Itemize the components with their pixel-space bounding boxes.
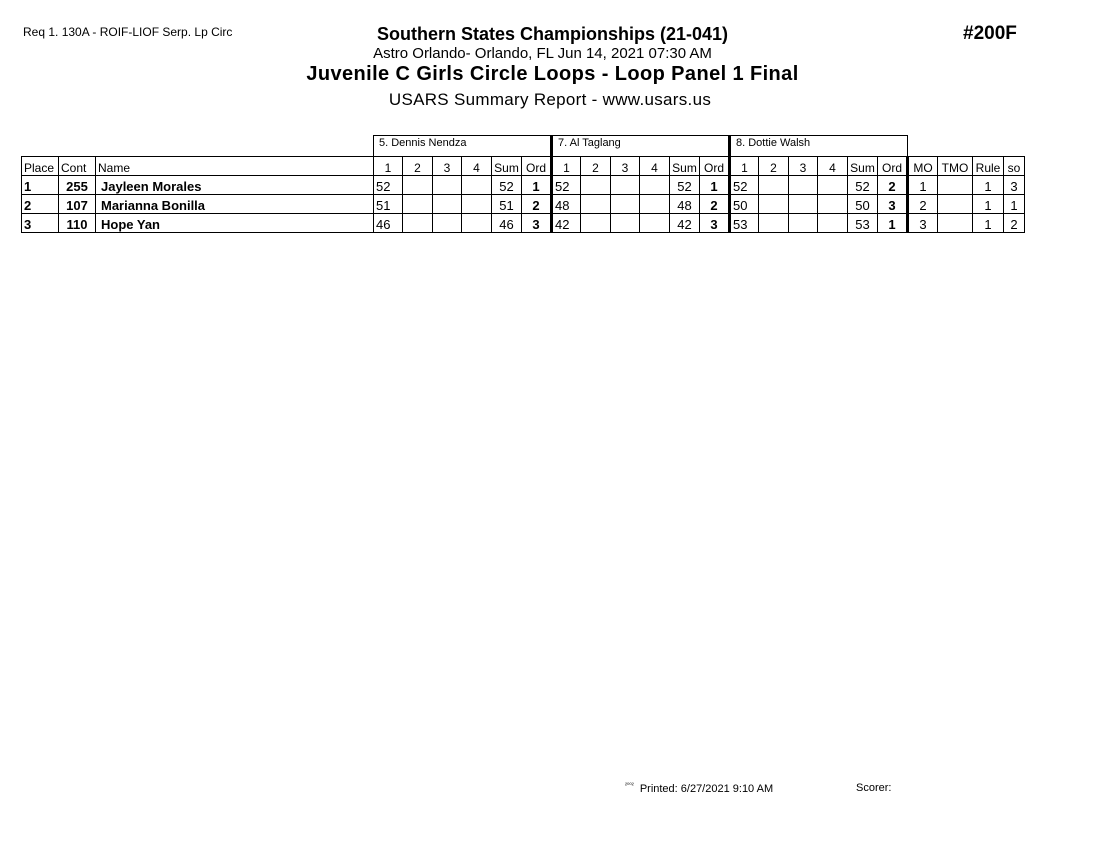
sum-cell: 50	[848, 195, 878, 214]
score-cell	[462, 195, 492, 214]
col-header-score-4: 4	[640, 157, 670, 176]
score-cell	[789, 176, 818, 195]
score-cell	[789, 195, 818, 214]
score-cell: 53	[730, 214, 759, 233]
score-cell	[789, 214, 818, 233]
results-table	[21, 135, 1025, 233]
col-header-name: Name	[96, 157, 374, 176]
score-cell	[611, 176, 640, 195]
score-cell	[403, 195, 433, 214]
event-number: #200F	[963, 23, 1017, 44]
ord-cell: 3	[522, 214, 552, 233]
col-header-score-1: 1	[374, 157, 403, 176]
so-cell: 3	[1004, 176, 1025, 195]
col-header-score-2: 2	[759, 157, 789, 176]
printed-timestamp	[625, 782, 773, 795]
sum-cell: 52	[670, 176, 700, 195]
col-header-score-3: 3	[433, 157, 462, 176]
tmo-cell	[938, 214, 973, 233]
table-row	[22, 214, 1025, 233]
mo-cell: 2	[908, 195, 938, 214]
col-header-ord: Ord	[878, 157, 908, 176]
tmo-cell	[938, 176, 973, 195]
footer-code: ²⁰⁰²	[625, 783, 634, 789]
col-header-score-1: 1	[552, 157, 581, 176]
score-cell	[611, 214, 640, 233]
col-header-rule: Rule	[973, 157, 1004, 176]
report-type: USARS Summary Report - www.usars.us	[388, 90, 712, 109]
ord-cell: 3	[878, 195, 908, 214]
so-cell: 2	[1004, 214, 1025, 233]
score-cell	[462, 176, 492, 195]
ord-cell: 3	[700, 214, 730, 233]
table-row	[22, 195, 1025, 214]
col-header-sum: Sum	[492, 157, 522, 176]
score-cell	[818, 176, 848, 195]
col-header-score-3: 3	[789, 157, 818, 176]
judge-header-spacer	[22, 136, 374, 157]
mo-cell: 3	[908, 214, 938, 233]
name-cell: Marianna Bonilla	[96, 195, 374, 214]
col-header-tmo: TMO	[938, 157, 973, 176]
col-header-ord: Ord	[522, 157, 552, 176]
sum-cell: 42	[670, 214, 700, 233]
sum-cell: 48	[670, 195, 700, 214]
score-cell: 52	[730, 176, 759, 195]
mo-cell: 1	[908, 176, 938, 195]
score-cell	[759, 176, 789, 195]
scorer-label: Scorer:	[856, 782, 892, 794]
score-cell	[640, 214, 670, 233]
score-cell	[818, 195, 848, 214]
score-cell	[433, 176, 462, 195]
ord-cell: 2	[878, 176, 908, 195]
col-header-score-2: 2	[403, 157, 433, 176]
sum-cell: 53	[848, 214, 878, 233]
score-cell: 42	[552, 214, 581, 233]
ord-cell: 1	[522, 176, 552, 195]
name-cell: Jayleen Morales	[96, 176, 374, 195]
cont-cell: 107	[59, 195, 96, 214]
score-cell	[433, 195, 462, 214]
ord-cell: 1	[700, 176, 730, 195]
judge-name-2: 7. Al Taglang	[552, 136, 730, 157]
cont-cell: 255	[59, 176, 96, 195]
rule-cell: 1	[973, 214, 1004, 233]
sum-cell: 51	[492, 195, 522, 214]
score-cell: 52	[552, 176, 581, 195]
score-cell: 52	[374, 176, 403, 195]
ord-cell: 2	[522, 195, 552, 214]
score-cell	[759, 195, 789, 214]
sum-cell: 46	[492, 214, 522, 233]
venue-date: Astro Orlando- Orlando, FL Jun 14, 2021 07:30 AM	[373, 45, 712, 62]
col-header-sum: Sum	[848, 157, 878, 176]
score-cell	[462, 214, 492, 233]
col-header-score-3: 3	[611, 157, 640, 176]
competition-title: Southern States Championships (21-041)	[376, 24, 729, 44]
table-row	[22, 176, 1025, 195]
col-header-score-1: 1	[730, 157, 759, 176]
event-title: Juvenile C Girls Circle Loops - Loop Panel 1 Final	[306, 63, 799, 85]
printed-label: Printed: 6/27/2021 9:10 AM	[639, 783, 774, 795]
score-cell: 46	[374, 214, 403, 233]
score-cell	[581, 195, 611, 214]
place-cell: 3	[22, 214, 59, 233]
judge-header-spacer-right	[908, 136, 1025, 157]
score-cell	[818, 214, 848, 233]
col-header-cont: Cont	[59, 157, 96, 176]
score-cell	[403, 214, 433, 233]
rule-cell: 1	[973, 176, 1004, 195]
score-cell: 51	[374, 195, 403, 214]
score-cell	[581, 176, 611, 195]
score-cell	[433, 214, 462, 233]
score-cell	[581, 214, 611, 233]
judge-name-3: 8. Dottie Walsh	[730, 136, 908, 157]
requirement-label: Req 1. 130A - ROIF-LIOF Serp. Lp Circ	[23, 25, 233, 39]
sum-cell: 52	[492, 176, 522, 195]
col-header-score-2: 2	[581, 157, 611, 176]
score-cell	[640, 176, 670, 195]
col-header-score-4: 4	[462, 157, 492, 176]
col-header-score-4: 4	[818, 157, 848, 176]
place-cell: 1	[22, 176, 59, 195]
sum-cell: 52	[848, 176, 878, 195]
col-header-place: Place	[22, 157, 59, 176]
score-cell	[611, 195, 640, 214]
rule-cell: 1	[973, 195, 1004, 214]
score-cell	[640, 195, 670, 214]
ord-cell: 1	[878, 214, 908, 233]
col-header-ord: Ord	[700, 157, 730, 176]
place-cell: 2	[22, 195, 59, 214]
judge-name-1: 5. Dennis Nendza	[374, 136, 552, 157]
score-cell: 48	[552, 195, 581, 214]
so-cell: 1	[1004, 195, 1025, 214]
score-cell: 50	[730, 195, 759, 214]
score-cell	[759, 214, 789, 233]
score-cell	[403, 176, 433, 195]
col-header-so: so	[1004, 157, 1025, 176]
col-header-sum: Sum	[670, 157, 700, 176]
tmo-cell	[938, 195, 973, 214]
cont-cell: 110	[59, 214, 96, 233]
col-header-mo: MO	[908, 157, 938, 176]
ord-cell: 2	[700, 195, 730, 214]
name-cell: Hope Yan	[96, 214, 374, 233]
